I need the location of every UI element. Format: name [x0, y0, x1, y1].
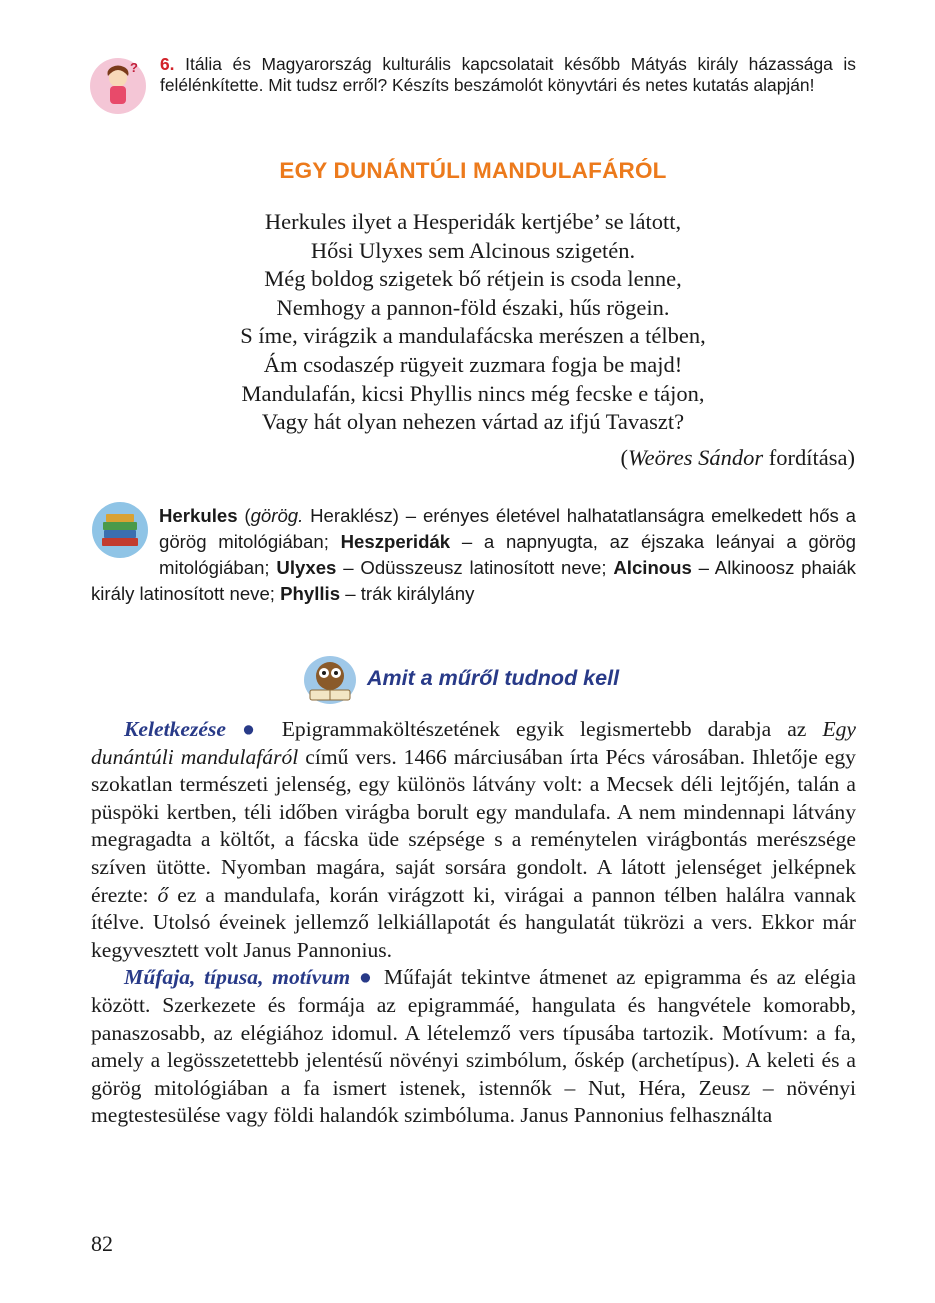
gloss-term: Heszperidák — [340, 531, 451, 552]
gloss-text: – Odüsszeusz latinosított neve; — [336, 557, 614, 578]
poem-line: Vagy hát olyan nehezen vártad az ifjú Tavaszt? — [261, 409, 685, 435]
gloss-term: Alcinous — [613, 557, 692, 578]
translator-name: Weöres Sándor — [627, 445, 764, 470]
paragraph — [91, 716, 856, 964]
section-title: Amit a műről tudnod kell — [367, 666, 620, 690]
gloss-term: Ulyxes — [276, 557, 337, 578]
task-number: 6. — [160, 54, 175, 74]
poem-line: Ám csodaszép rügyeit zuzmara fogja be majd! — [263, 351, 683, 377]
gloss-term: Herkules — [159, 505, 238, 526]
emphasis: ő — [157, 882, 169, 907]
paragraph-text: Epigrammaköltészetének egyik legismertebb darabja az — [281, 717, 823, 741]
page-number: 82 — [91, 1231, 113, 1256]
gloss-text: – a napnyugta, az éjszaka leányai a görög mitológiában; — [159, 531, 856, 578]
work-title: Egy dunántúli mandulafáról — [91, 717, 857, 769]
bullet: ● — [350, 965, 384, 990]
gloss-text: – trák királylány — [340, 583, 475, 604]
gloss-term: Phyllis — [280, 583, 341, 604]
poem-line: S íme, virágzik a mandulafácska merészen a télben, — [240, 323, 706, 349]
paragraph — [91, 964, 856, 1130]
owl-book-icon — [300, 650, 360, 706]
paragraph-keyword: Keletkezése — [124, 717, 226, 741]
glossary — [91, 503, 856, 607]
paragraph-text: Műfaját tekintve átmenet az epigramma és az elégia között. Szerkezete és formája az epigrammáé, hangulata és hangvétele komorabb, panaszosabb, az elégiához idomul. A lételemző vers típusába tartozik. Motívum: a fa, amely a legösszetettebb jelentésű növényi szimbólum, őskép (archetípus). A keleti és a görög mitológiában a fa ismert istenek, istennők – Nut, Héra, Zeusz – növényi megtestesülése vagy földi halandók szimbóluma. Janus Pannonius felhasználta — [91, 965, 856, 1128]
paragraph-text: című vers. 1466 márciusában írta Pécs városában. Ihletője egy szokatlan természeti jelenség, egy különös látvány volt: a Mecsek déli lejtőjén, talán a püspöki kertben, téli időben virágba borult egy mandulafa. A nem mindennapi látvány megragadta a költőt, a fácska üde szépsége s a reménytelen virágbontás merészsége szíven ütötte. Nyomban magára, saját sorsára gondolt. A látott jelenséget jelképnek érezte: — [91, 744, 856, 907]
paragraph-keyword: Műfaja, típusa, motívum — [124, 965, 351, 990]
poem-line: Hősi Ulyxes sem Alcinous szigetén. — [310, 237, 636, 263]
gloss-text: – Alkinoosz phaiák király latinosított neve; — [91, 557, 856, 604]
bullet: ● — [225, 717, 282, 741]
svg-text:?: ? — [130, 60, 138, 75]
paragraph-text: ez a mandulafa, korán virágzott ki, virágai a pannon télben halálra vannak ítélve. Utolsó éveinek jellemző lelkiállapotát és hangulatát tükrözi a vers. Ekkor már kegyvesztett volt Janus Pannonius. — [91, 882, 856, 962]
task-body: Itália és Magyarország kulturális kapcsolatait később Mátyás király házassága is felélénkítette. Mit tudsz erről? Készíts beszámolót könyvtári és netes kutatás alapján! — [160, 54, 856, 96]
gloss-text: Heraklész) – erényes életével halhatatlanságra emelkedett hős a görög mitológiában; — [159, 505, 857, 552]
poem-line: Herkules ilyet a Hesperidák kertjébe’ se látott, — [264, 209, 682, 234]
credit-paren: ( — [620, 445, 628, 470]
poem-line: Még boldog szigetek bő rétjein is csoda lenne, — [264, 266, 682, 292]
translation-credit — [620, 445, 855, 471]
gloss-lang: görög. — [250, 505, 304, 526]
girl-question-icon — [88, 56, 148, 116]
credit-rest: fordítása) — [763, 445, 855, 470]
task-text — [160, 54, 856, 97]
poem — [90, 208, 856, 437]
poem-line: Mandulafán, kicsi Phyllis nincs még fecske e tájon, — [241, 380, 705, 406]
poem-title: EGY DUNÁNTÚLI MANDULAFÁRÓL — [279, 158, 667, 183]
body-text — [91, 716, 856, 1130]
gloss-text: ( — [237, 505, 251, 526]
poem-line: Nemhogy a pannon-föld északi, hűs rögein. — [276, 294, 670, 320]
